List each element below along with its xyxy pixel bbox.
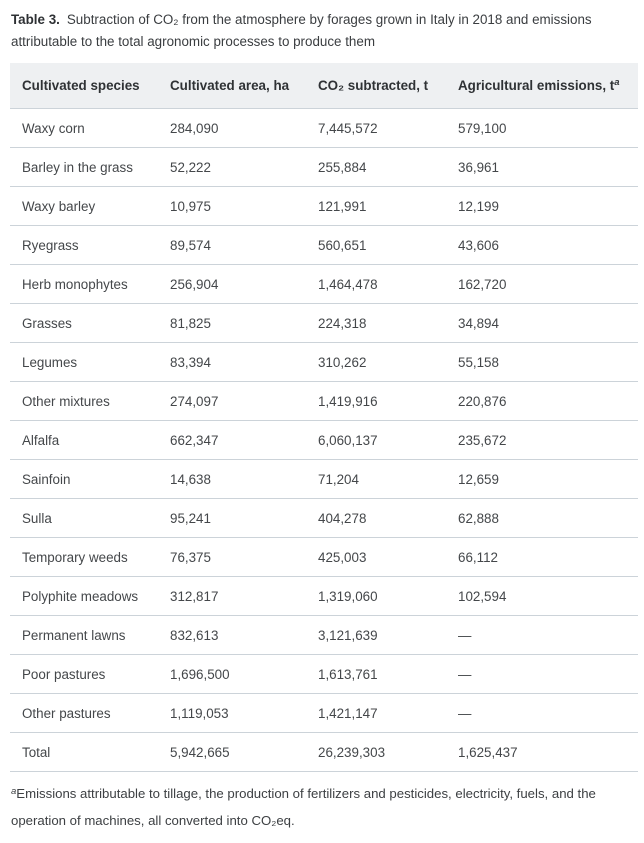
cell-emissions: 162,720 [458, 276, 507, 292]
cell-area: 274,097 [170, 393, 219, 409]
cell-emissions: — [458, 705, 472, 721]
table-row [10, 148, 638, 187]
table-caption [11, 9, 631, 52]
cell-area: 10,975 [170, 198, 211, 214]
cell-species: Waxy corn [22, 120, 85, 136]
cell-species: Alfalfa [22, 432, 60, 448]
cell-area: 5,942,665 [170, 744, 230, 760]
cell-emissions: — [458, 627, 472, 643]
table-row [10, 499, 638, 538]
cell-emissions: 36,961 [458, 159, 499, 175]
cell-area: 662,347 [170, 432, 219, 448]
cell-emissions: 220,876 [458, 393, 507, 409]
cell-emissions: — [458, 666, 472, 682]
footnote-marker-superscript: a [11, 786, 17, 797]
table-row [10, 538, 638, 577]
cell-area: 76,375 [170, 549, 211, 565]
cell-area: 832,613 [170, 627, 219, 643]
column-header-co2-subtracted: CO₂ subtracted, t [318, 78, 429, 93]
cell-species: Other pastures [22, 705, 111, 721]
cell-co2: 425,003 [318, 549, 367, 565]
cell-species: Other mixtures [22, 393, 110, 409]
cell-emissions: 55,158 [458, 354, 499, 370]
cell-emissions: 235,672 [458, 432, 507, 448]
cell-area: 83,394 [170, 354, 211, 370]
cell-co2: 71,204 [318, 471, 359, 487]
cell-species: Grasses [22, 315, 72, 331]
column-header-agricultural-emissions-label: Agricultural emissions, t [458, 78, 615, 93]
cell-species: Polyphite meadows [22, 588, 139, 604]
column-header-cultivated-area: Cultivated area, ha [170, 78, 290, 93]
cell-species: Permanent lawns [22, 627, 126, 643]
table-caption-label: Table 3. [11, 12, 60, 27]
cell-species: Sulla [22, 510, 52, 526]
cell-emissions: 43,606 [458, 237, 499, 253]
cell-species: Waxy barley [22, 198, 96, 214]
table-caption-text: Subtraction of CO₂ from the atmosphere by forages grown in Italy in 2018 and emissions attributable to the total agronomic processes to produce them [11, 12, 592, 49]
cell-area: 95,241 [170, 510, 211, 526]
cell-emissions: 12,659 [458, 471, 499, 487]
cell-emissions: 102,594 [458, 588, 507, 604]
cell-area: 14,638 [170, 471, 211, 487]
table-row [10, 226, 638, 265]
table-header-row [10, 63, 638, 109]
cell-emissions: 62,888 [458, 510, 499, 526]
cell-species: Total [22, 744, 51, 760]
cell-co2: 7,445,572 [318, 120, 378, 136]
table-row [10, 694, 638, 733]
cell-area: 256,904 [170, 276, 219, 292]
table-row [10, 304, 638, 343]
table-row [10, 655, 638, 694]
cell-area: 1,696,500 [170, 666, 230, 682]
table-row [10, 343, 638, 382]
column-header-agricultural-emissions [458, 78, 638, 93]
cell-co2: 1,421,147 [318, 705, 378, 721]
cell-species: Sainfoin [22, 471, 71, 487]
cell-emissions: 12,199 [458, 198, 499, 214]
cell-emissions: 579,100 [458, 120, 507, 136]
cell-co2: 404,278 [318, 510, 367, 526]
cell-area: 284,090 [170, 120, 219, 136]
cell-area: 81,825 [170, 315, 211, 331]
table-row [10, 187, 638, 226]
footnote [11, 781, 633, 833]
cell-species: Legumes [22, 354, 78, 370]
cell-co2: 560,651 [318, 237, 367, 253]
cell-emissions: 1,625,437 [458, 744, 518, 760]
cell-emissions: 66,112 [458, 549, 498, 565]
cell-species: Herb monophytes [22, 276, 128, 292]
cell-co2: 224,318 [318, 315, 367, 331]
cell-co2: 1,613,761 [318, 666, 378, 682]
column-header-cultivated-species: Cultivated species [22, 78, 140, 93]
data-table [10, 63, 638, 772]
cell-co2: 1,319,060 [318, 588, 378, 604]
cell-co2: 26,239,303 [318, 744, 386, 760]
table-row [10, 460, 638, 499]
cell-co2: 121,991 [318, 198, 367, 214]
cell-co2: 310,262 [318, 354, 367, 370]
cell-area: 89,574 [170, 237, 211, 253]
table-row-total [10, 733, 638, 772]
cell-area: 1,119,053 [170, 705, 229, 721]
footnote-marker-superscript: a [614, 78, 620, 88]
cell-species: Poor pastures [22, 666, 106, 682]
cell-area: 312,817 [170, 588, 219, 604]
table-row [10, 109, 638, 148]
cell-species: Barley in the grass [22, 159, 133, 175]
cell-co2: 3,121,639 [318, 627, 378, 643]
cell-co2: 1,419,916 [318, 393, 378, 409]
cell-co2: 255,884 [318, 159, 367, 175]
cell-co2: 6,060,137 [318, 432, 378, 448]
table-row [10, 577, 638, 616]
cell-species: Temporary weeds [22, 549, 128, 565]
table-row [10, 382, 638, 421]
footnote-text: Emissions attributable to tillage, the production of fertilizers and pesticides, electricity, fuels, and the operation of machines, all converted into CO₂eq. [11, 786, 596, 828]
cell-emissions: 34,894 [458, 315, 499, 331]
table-body [10, 109, 638, 772]
table-row [10, 421, 638, 460]
cell-area: 52,222 [170, 159, 211, 175]
cell-species: Ryegrass [22, 237, 79, 253]
table-row [10, 265, 638, 304]
cell-co2: 1,464,478 [318, 276, 378, 292]
table-row [10, 616, 638, 655]
